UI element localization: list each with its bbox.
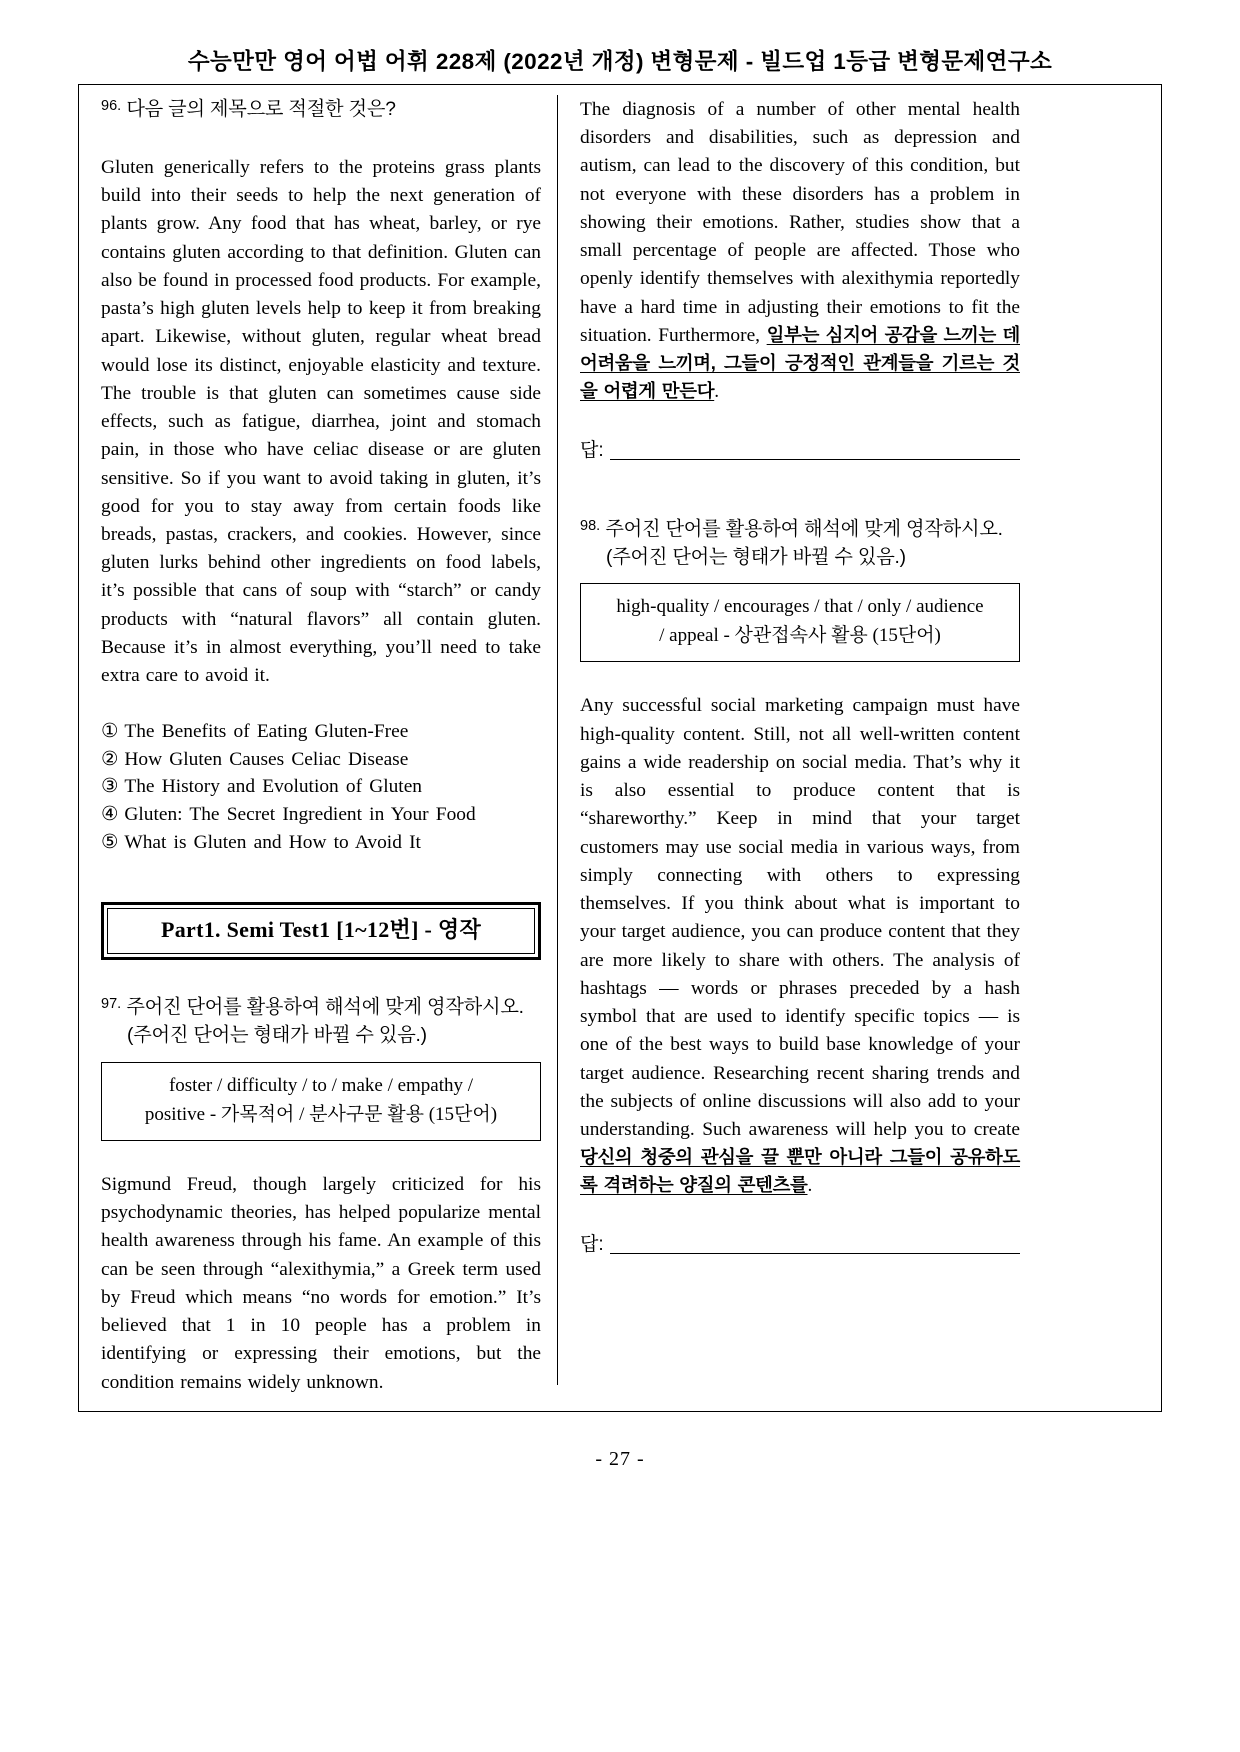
question-98-wordbank-line-1: high-quality / encourages / that / only / audience	[616, 596, 984, 618]
option-3-label: The History and Evolution of Gluten	[124, 776, 422, 798]
right-column	[580, 96, 1020, 1254]
option-5[interactable]	[101, 829, 541, 857]
question-97-passage-continued	[580, 96, 1020, 407]
question-98-stem-note: (주어진 단어는 형태가 바뀔 수 있음.)	[606, 546, 906, 568]
question-96-stem	[101, 96, 541, 124]
question-97-passage: Sigmund Freud, though largely criticized for his psychodynamic theories, has helped popularize mental health awareness through his fame. An example of this can be seen through “alexithymia,” a Greek term used by Freud which means “no words for emotion.” It’s believed that 1 in 10 people has a problem in identifying or expressing their emotions, but the condition remains widely unknown.	[101, 1174, 541, 1393]
question-98-wordbank-line-2: / appeal - 상관접속사 활용 (15단어)	[659, 624, 941, 646]
question-98-answer-row[interactable]	[580, 1235, 1020, 1254]
option-2[interactable]	[101, 746, 541, 774]
option-4[interactable]	[101, 801, 541, 829]
part-banner-label: Part1. Semi Test1 [1~12번] - 영작	[107, 908, 535, 954]
question-98	[580, 516, 1020, 1254]
question-97-passage-before: The diagnosis of a number of other mental health disorders and disabilities, such as depression and autism, can lead to the discovery of this condition, but not everyone with these disorders has a problem in showing their emotions. Rather, studies show that a small percentage of people are affected. Those who openly identify themselves with alexithymia reportedly have a hard time in adjusting their emotions to fit the situation. Furthermore,	[580, 99, 1020, 346]
question-97	[101, 994, 541, 1397]
question-97-number: 97.	[101, 996, 122, 1013]
question-96-stem-text: 다음 글의 제목으로 적절한 것은?	[126, 99, 396, 120]
question-98-stem	[580, 516, 1020, 544]
question-98-number: 98.	[580, 517, 601, 534]
question-98-passage-before: Any successful social marketing campaign must have high-quality content. Still, not all well-written content gains a wide readership on social media. That’s why it is also essential to produce content that is “shareworthy.” Keep in mind that your target customers may use social media in various ways, from simply connecting with others to expressing themselves. If you think about what is important to your target audience, you can produce content that they are more likely to share with others. The analysis of hashtags — words or phrases preceded by a hash symbol that are used to identify specific topics — is one of the best ways to build base knowledge of your target audience. Researching recent sharing trends and the subjects of online discussions will also add to your understanding. Such awareness will help you to create	[580, 695, 1020, 1140]
question-96-number: 96.	[101, 98, 122, 115]
question-96	[101, 96, 541, 856]
question-96-options	[101, 718, 541, 856]
question-97-stem	[101, 994, 541, 1022]
question-97-stem-note: (주어진 단어는 형태가 바뀔 수 있음.)	[127, 1025, 427, 1047]
question-98-answer-label: 답:	[580, 1233, 604, 1255]
left-column	[101, 96, 541, 1397]
question-97-answer-line[interactable]	[610, 445, 1020, 460]
question-98-highlight: 당신의 청중의 관심을 끌 뿐만 아니라 그들이 공유하도록 격려하는 양질의 콘텐츠를	[580, 1146, 1020, 1196]
question-97-wordbank-line-1: foster / difficulty / to / make / empathy /	[168, 1075, 474, 1096]
option-5-label: What is Gluten and How to Avoid It	[124, 831, 421, 853]
question-98-wordbank	[580, 583, 1020, 662]
option-2-label: How Gluten Causes Celiac Disease	[124, 748, 409, 770]
page-number: - 27 -	[595, 1448, 645, 1470]
question-97-answer-row[interactable]	[580, 441, 1020, 460]
option-3[interactable]	[101, 773, 541, 801]
column-divider	[557, 95, 558, 1385]
option-4-marker: ④	[101, 804, 119, 826]
question-98-stem-text: 주어진 단어를 활용하여 해석에 맞게 영작하시오.	[605, 518, 1003, 540]
option-2-marker: ②	[101, 748, 119, 770]
question-97-passage-after: .	[714, 381, 720, 403]
question-97-highlight: 일부는 심지어 공감을 느끼는 데 어려움을 느끼며, 그들이 긍정적인 관계들을 기르는 것을 어렵게 만든다	[580, 323, 1020, 402]
document-header: 수능만만 영어 어법 어휘 228제 (2022년 개정) 변형문제 - 빌드업 1등급 변형문제연구소	[187, 49, 1053, 74]
question-98-passage-after: .	[807, 1175, 813, 1197]
question-97-wordbank-line-2: positive - 가목적어 / 분사구문 활용 (15단어)	[144, 1103, 498, 1125]
option-4-label: Gluten: The Secret Ingredient in Your Food	[124, 804, 476, 826]
option-1-label: The Benefits of Eating Gluten-Free	[124, 721, 409, 743]
question-96-passage: Gluten generically refers to the proteins grass plants build into their seeds to help the next generation of plants grow. Any food that has wheat, barley, or rye contains gluten according to that definition. Gluten can also be found in processed food products. For example, pasta’s high gluten levels help to keep it from breaking apart. Likewise, without gluten, regular wheat bread would lose its distinct, enjoyable elasticity and texture. The trouble is that gluten can sometimes cause side effects, such as fatigue, diarrhea, joint and stomach pain, in those who have celiac disease or are gluten sensitive. So if you want to avoid taking in gluten, it’s good for you to stay away from certain foods like breads, pastas, crackers, and cookies. However, since gluten lurks behind other ingredients on food labels, it’s possible that cans of soup with “starch” or candy products with “natural flavors” all contain gluten. Because it’s in almost everything, you’ll need to take extra care to avoid it.	[101, 156, 541, 687]
option-1[interactable]	[101, 718, 541, 746]
option-5-marker: ⑤	[101, 831, 119, 853]
question-98-answer-line[interactable]	[610, 1239, 1020, 1254]
question-98-passage	[580, 692, 1020, 1200]
question-97-wordbank	[101, 1062, 541, 1141]
question-97-stem-text: 주어진 단어를 활용하여 해석에 맞게 영작하시오.	[126, 997, 524, 1019]
option-3-marker: ③	[101, 776, 119, 798]
question-97-answer-label: 답:	[580, 439, 604, 461]
part-banner	[101, 902, 541, 960]
option-1-marker: ①	[101, 721, 119, 743]
